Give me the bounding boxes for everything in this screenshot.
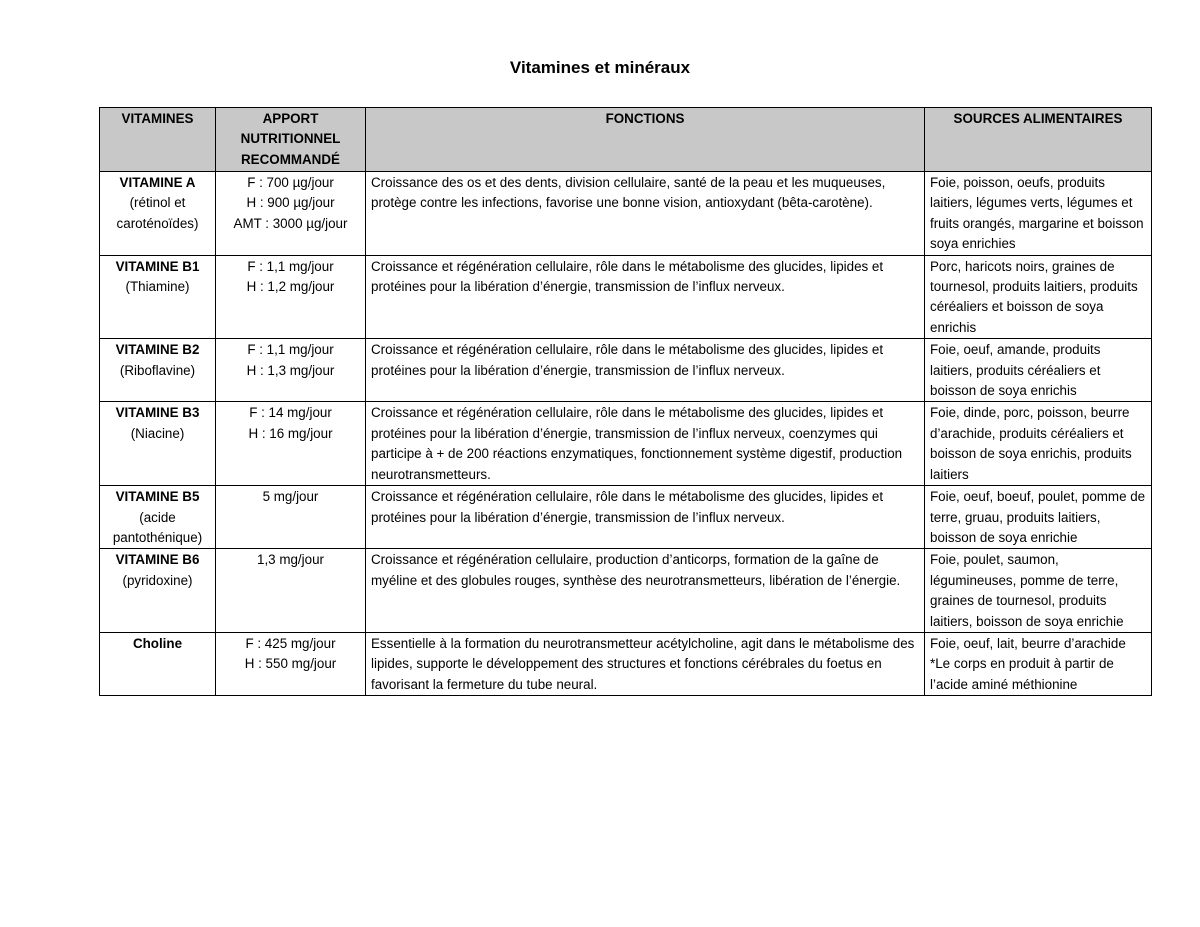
functions-cell: Croissance et régénération cellulaire, rôle dans le métabolisme des glucides, lipides et protéines pour la libération d’énergie, transmission de l’influx nerveux, coenzymes qui participe à + de 200 réactions enzymatiques, fonctionnement système digestif, production neurotransmetteurs. [366,402,925,486]
dose-cell [216,549,366,633]
dose-cell [216,486,366,549]
dose-line: 1,3 mg/jour [257,552,324,568]
dose-line: F : 14 mg/jour [249,405,332,421]
table-row [100,632,1152,695]
sources-cell: Foie, poulet, saumon, légumineuses, pomme de terre, graines de tournesol, produits laitiers, boisson de soya enrichie [925,549,1152,633]
functions-cell: Essentielle à la formation du neurotransmetteur acétylcholine, agit dans le métabolisme des lipides, supporte le développement des structures et fonctions cérébrales du foetus en favorisant la fermeture du tube neural. [366,632,925,695]
sources-text: Foie, oeuf, lait, beurre d’arachide [930,635,1126,651]
header-apport: APPORT NUTRITIONNEL RECOMMANDÉ [216,108,366,172]
sources-cell [925,632,1152,695]
vitamin-subname: (Niacine) [130,425,185,441]
table-row [100,486,1152,549]
table-row [100,339,1152,402]
dose-cell [216,632,366,695]
dose-line: F : 425 mg/jour [245,635,336,651]
dose-line: AMT : 3000 µg/jour [233,215,348,231]
sources-cell: Foie, oeuf, amande, produits laitiers, produits céréaliers et boisson de soya enrichis [925,339,1152,402]
table-row [100,402,1152,486]
sources-cell: Porc, haricots noirs, graines de tournesol, produits laitiers, produits céréaliers et boisson de soya enrichis [925,255,1152,339]
table-row [100,255,1152,339]
vitamins-table [99,107,1152,696]
vitamin-name: VITAMINE B5 [115,489,200,505]
dose-line: H : 900 µg/jour [246,195,335,211]
vitamin-name-cell [100,255,216,339]
vitamin-name-cell [100,172,216,256]
vitamin-name: VITAMINE B1 [115,258,200,274]
dose-line: 5 mg/jour [262,489,319,505]
sources-cell: Foie, poisson, oeufs, produits laitiers, légumes verts, légumes et fruits orangés, margarine et boisson soya enrichies [925,172,1152,256]
functions-cell: Croissance et régénération cellulaire, rôle dans le métabolisme des glucides, lipides et protéines pour la libération d’énergie, transmission de l’influx nerveux. [366,255,925,339]
vitamin-subname: (pyridoxine) [122,572,193,588]
sources-cell: Foie, oeuf, boeuf, poulet, pomme de terre, gruau, produits laitiers, boisson de soya enrichie [925,486,1152,549]
table-row [100,172,1152,256]
header-sources: SOURCES ALIMENTAIRES [925,108,1152,172]
document-title: Vitamines et minéraux [509,58,691,77]
vitamin-name: Choline [132,635,183,651]
dose-line: F : 1,1 mg/jour [247,342,334,358]
header-vitamines: VITAMINES [100,108,216,172]
dose-line: H : 16 mg/jour [248,425,333,441]
dose-line: F : 700 µg/jour [247,175,334,190]
functions-cell: Croissance et régénération cellulaire, production d’anticorps, formation de la gaîne de myéline et des globules rouges, synthèse des neurotransmetteurs, libération de l’énergie. [366,549,925,633]
vitamin-name-cell [100,549,216,633]
sources-cell: Foie, dinde, porc, poisson, beurre d’arachide, produits céréaliers et boisson de soya enrichis, produits laitiers [925,402,1152,486]
vitamin-subname: (rétinol et caroténoïdes) [116,195,199,231]
vitamin-subname: (acide pantothénique) [112,509,203,545]
sources-note: *Le corps en produit à partir de l’acide aminé méthionine [930,656,1114,692]
table-row [100,549,1152,633]
dose-cell [216,172,366,256]
vitamin-name-cell [100,632,216,695]
vitamin-name: VITAMINE B3 [115,405,200,421]
vitamin-name-cell [100,486,216,549]
vitamin-name: VITAMINE A [119,175,196,190]
functions-cell: Croissance des os et des dents, division cellulaire, santé de la peau et les muqueuses, protège contre les infections, favorise une bonne vision, antioxydant (bêta-carotène). [366,172,925,256]
vitamin-subname: (Riboflavine) [119,362,196,378]
dose-line: H : 1,3 mg/jour [246,362,335,378]
vitamin-subname: (Thiamine) [125,279,190,295]
dose-line: H : 550 mg/jour [244,656,337,672]
dose-cell [216,339,366,402]
dose-cell [216,402,366,486]
vitamin-name-cell [100,402,216,486]
functions-cell: Croissance et régénération cellulaire, rôle dans le métabolisme des glucides, lipides et protéines pour la libération d’énergie, transmission de l’influx nerveux. [366,339,925,402]
vitamin-name: VITAMINE B2 [115,342,200,358]
functions-cell: Croissance et régénération cellulaire, rôle dans le métabolisme des glucides, lipides et protéines pour la libération d’énergie, transmission de l’influx nerveux. [366,486,925,549]
table-header-row [100,108,1152,172]
dose-line: H : 1,2 mg/jour [246,279,335,295]
header-fonctions: FONCTIONS [366,108,925,172]
vitamin-name-cell [100,339,216,402]
dose-cell [216,255,366,339]
dose-line: F : 1,1 mg/jour [247,258,334,274]
vitamin-name: VITAMINE B6 [115,552,200,568]
